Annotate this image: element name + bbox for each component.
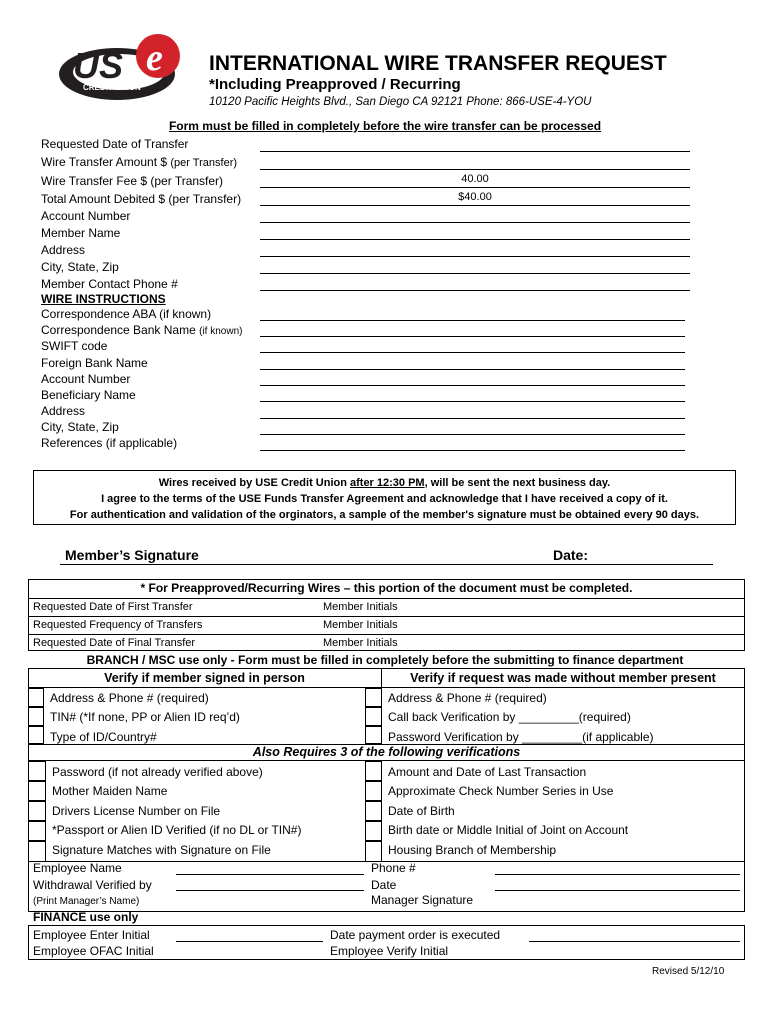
remote-heading: Verify if request was made without member present <box>410 671 716 685</box>
wire-instructions-heading: WIRE INSTRUCTIONS <box>41 292 166 306</box>
completion-notice: Form must be filled in completely before the wire transfer can be processed <box>168 119 602 133</box>
references-input[interactable] <box>260 450 685 451</box>
requested-date-input[interactable] <box>260 151 690 152</box>
checkbox-left-id[interactable] <box>28 726 44 744</box>
terms-box <box>33 470 736 525</box>
checkbox-right-address[interactable] <box>365 688 382 707</box>
correspondence-aba-label: Correspondence ABA (if known) <box>41 307 212 321</box>
branch-date-input[interactable] <box>495 890 740 891</box>
employee-name-input[interactable] <box>176 874 364 875</box>
remote-callback-label: Call back Verification by _________(required) <box>388 710 631 724</box>
branch-date-label: Date <box>371 878 397 892</box>
also-requires-heading: Also Requires 3 of the following verifications <box>252 745 521 759</box>
frequency-initials: Member Initials <box>323 619 398 631</box>
verif-signature-label: Signature Matches with Signature on File <box>52 843 271 857</box>
verif-last-transaction-label: Amount and Date of Last Transaction <box>388 765 587 779</box>
svg-text:CREDIT UNION: CREDIT UNION <box>83 83 141 92</box>
member-name-input[interactable] <box>260 239 690 240</box>
finance-heading: FINANCE use only <box>33 910 139 924</box>
requested-date-label: Requested Date of Transfer <box>41 137 189 151</box>
beneficiary-address-label: Address <box>41 404 86 418</box>
svg-text:e: e <box>146 37 163 79</box>
verif-housing-label: Housing Branch of Membership <box>388 843 557 857</box>
verif-password-label: Password (if not already verified above) <box>52 765 263 779</box>
verif-dl-label: Drivers License Number on File <box>52 804 221 818</box>
employee-enter-input[interactable] <box>176 941 323 942</box>
address-label: Address <box>41 243 86 257</box>
employee-name-label: Employee Name <box>33 861 122 875</box>
final-transfer-label: Requested Date of Final Transfer <box>33 637 196 649</box>
beneficiary-account-input[interactable] <box>260 385 685 386</box>
manager-signature-label: Manager Signature <box>371 893 474 907</box>
city-state-zip-label: City, State, Zip <box>41 260 119 274</box>
checkbox-right-password[interactable] <box>365 726 382 744</box>
agreement-text: I agree to the terms of the USE Funds Transfer Agreement and acknowledge that I have received a copy of it. <box>101 493 668 505</box>
employee-ofac-label: Employee OFAC Initial <box>33 944 154 958</box>
in-person-id-label: Type of ID/Country# <box>50 730 157 744</box>
wire-fee-value: 40.00 <box>461 173 489 185</box>
checkbox-verif-dob[interactable] <box>365 801 382 821</box>
foreign-bank-label: Foreign Bank Name <box>41 356 148 370</box>
first-transfer-label: Requested Date of First Transfer <box>33 601 193 613</box>
city-state-zip-input[interactable] <box>260 273 690 274</box>
beneficiary-account-label: Account Number <box>41 372 131 386</box>
wire-amount-input[interactable] <box>260 169 690 170</box>
verif-dob-label: Date of Birth <box>388 804 455 818</box>
final-transfer-initials: Member Initials <box>323 637 398 649</box>
frequency-label: Requested Frequency of Transfers <box>33 619 203 631</box>
wire-fee-input[interactable] <box>260 187 690 188</box>
revision-date: Revised 5/12/10 <box>652 966 725 977</box>
employee-phone-input[interactable] <box>495 874 740 875</box>
total-debited-value: $40.00 <box>458 191 492 203</box>
correspondence-aba-input[interactable] <box>260 320 685 321</box>
beneficiary-address-input[interactable] <box>260 418 685 419</box>
references-label: References (if applicable) <box>41 436 178 450</box>
member-signature-label: Member’s Signature <box>65 547 199 563</box>
signature-date-label: Date: <box>553 547 589 563</box>
in-person-tin-label: TIN# (*If none, PP or Alien ID req’d) <box>50 710 240 724</box>
checkbox-left-tin[interactable] <box>28 707 44 726</box>
verif-check-series-label: Approximate Check Number Series in Use <box>388 784 614 798</box>
wire-amount-label: Wire Transfer Amount $ (per Transfer) <box>41 155 238 169</box>
print-manager-name-label: (Print Manager’s Name) <box>33 896 140 907</box>
checkbox-verif-joint[interactable] <box>365 821 382 841</box>
verif-maiden-label: Mother Maiden Name <box>52 784 168 798</box>
svg-text:US: US <box>73 45 124 86</box>
account-number-label: Account Number <box>41 209 131 223</box>
beneficiary-name-label: Beneficiary Name <box>41 388 136 402</box>
checkbox-verif-passport[interactable] <box>28 821 46 841</box>
checkbox-verif-maiden[interactable] <box>28 781 46 801</box>
member-name-label: Member Name <box>41 226 121 240</box>
usecu-logo <box>55 26 185 106</box>
checkbox-verif-signature[interactable] <box>28 841 46 862</box>
cutoff-notice: Wires received by USE Credit Union after 12:30 PM, will be sent the next business day. <box>158 477 611 489</box>
in-person-address-label: Address & Phone # (required) <box>50 691 209 705</box>
credit-union-address: 10120 Pacific Heights Blvd., San Diego CA 92121 Phone: 866-USE-4-YOU <box>209 96 592 108</box>
checkbox-right-callback[interactable] <box>365 707 382 726</box>
remote-address-label: Address & Phone # (required) <box>388 691 547 705</box>
beneficiary-name-input[interactable] <box>260 401 685 402</box>
remote-password-label: Password Verification by _________(if applicable) <box>388 730 654 744</box>
employee-verify-label: Employee Verify Initial <box>330 944 449 958</box>
swift-code-label: SWIFT code <box>41 339 108 353</box>
address-input[interactable] <box>260 256 690 257</box>
total-debited-label: Total Amount Debited $ (per Transfer) <box>41 192 242 206</box>
employee-enter-label: Employee Enter Initial <box>33 928 150 942</box>
member-signature-input[interactable] <box>60 564 713 565</box>
recurring-heading: * For Preapproved/Recurring Wires – this portion of the document must be completed. <box>140 581 633 595</box>
member-phone-input[interactable] <box>260 290 690 291</box>
swift-code-input[interactable] <box>260 352 685 353</box>
verif-passport-label: *Passport or Alien ID Verified (if no DL or TIN#) <box>52 823 302 837</box>
beneficiary-city-input[interactable] <box>260 434 685 435</box>
employee-phone-label: Phone # <box>371 861 416 875</box>
checkbox-verif-housing[interactable] <box>365 841 382 862</box>
correspondence-bank-label: Correspondence Bank Name (if known) <box>41 323 243 337</box>
correspondence-bank-input[interactable] <box>260 336 685 337</box>
branch-heading: BRANCH / MSC use only - Form must be filled in completely before the submitting to finance department <box>86 653 684 667</box>
foreign-bank-input[interactable] <box>260 369 685 370</box>
authentication-text: For authentication and validation of the orginators, a sample of the member's signature must be obtained every 90 days. <box>69 509 700 521</box>
total-debited-input[interactable] <box>260 205 690 206</box>
beneficiary-city-label: City, State, Zip <box>41 420 119 434</box>
form-subtitle: *Including Preapproved / Recurring <box>209 76 461 93</box>
in-person-heading: Verify if member signed in person <box>104 671 305 685</box>
verif-joint-label: Birth date or Middle Initial of Joint on Account <box>388 823 629 837</box>
date-executed-label: Date payment order is executed <box>330 928 501 942</box>
withdrawal-verified-label: Withdrawal Verified by <box>33 878 152 892</box>
checkbox-left-address[interactable] <box>28 688 44 707</box>
withdrawal-verified-input[interactable] <box>176 890 364 891</box>
form-title: INTERNATIONAL WIRE TRANSFER REQUEST <box>209 52 667 75</box>
checkbox-verif-dl[interactable] <box>28 801 46 821</box>
member-phone-label: Member Contact Phone # <box>41 277 178 291</box>
wire-fee-label: Wire Transfer Fee $ (per Transfer) <box>41 174 224 188</box>
checkbox-verif-check-series[interactable] <box>365 781 382 801</box>
first-transfer-initials: Member Initials <box>323 601 398 613</box>
account-number-input[interactable] <box>260 222 690 223</box>
checkbox-verif-password[interactable] <box>28 761 46 781</box>
checkbox-verif-last-transaction[interactable] <box>365 761 382 781</box>
date-executed-input[interactable] <box>529 941 740 942</box>
